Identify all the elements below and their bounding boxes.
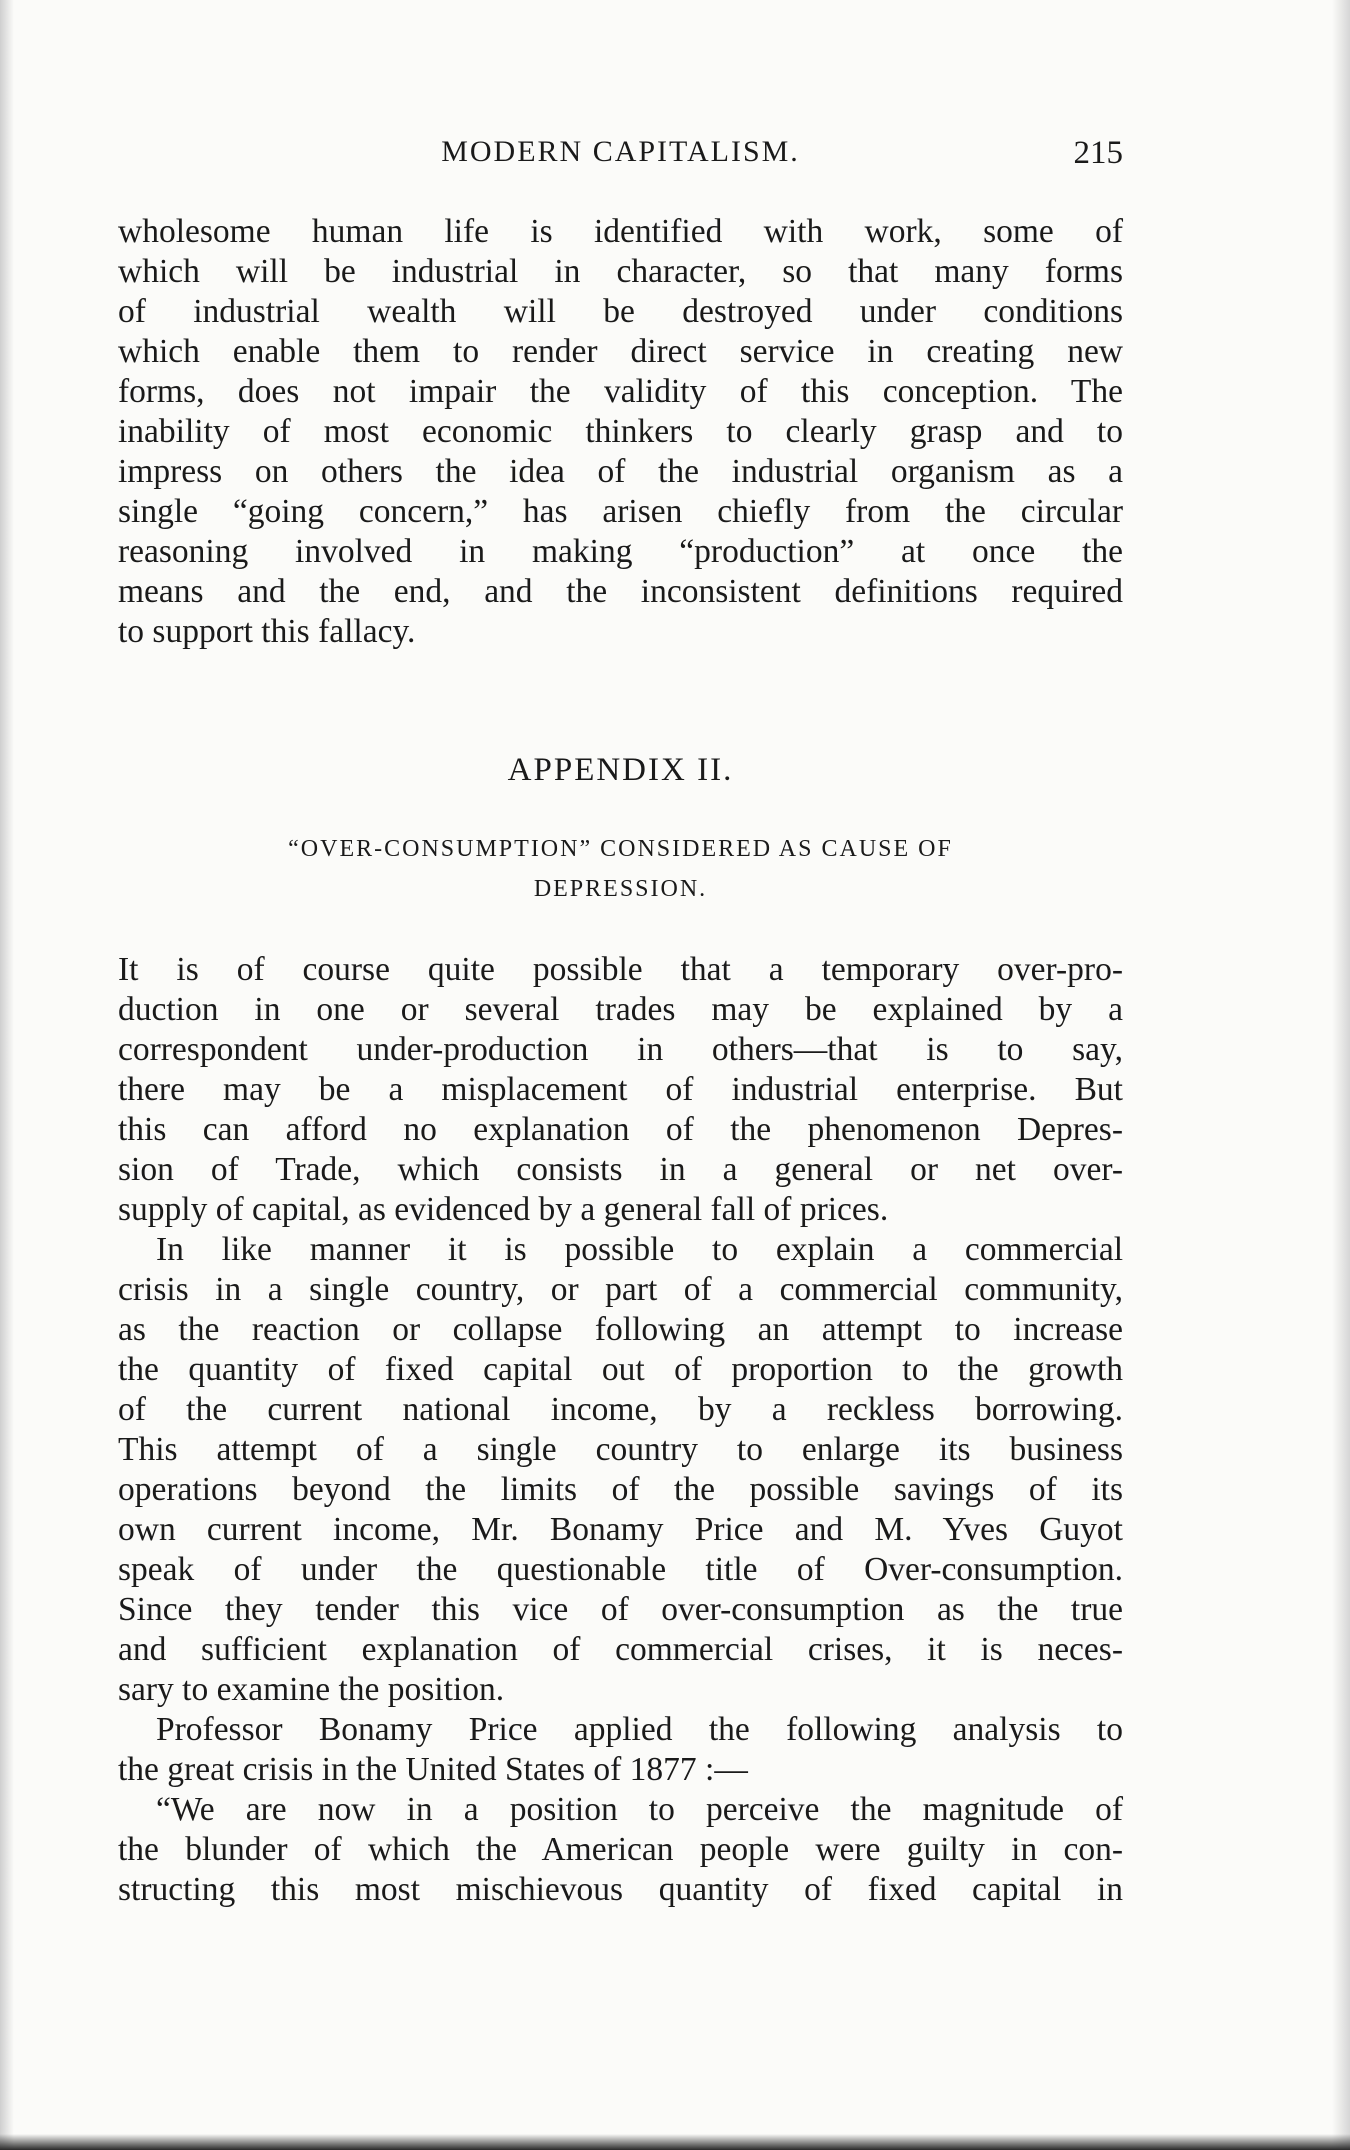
paragraph-2 [118, 1230, 1123, 1710]
text-line: wholesome human life is identified with work, some of [118, 213, 1123, 250]
text-line: Since they tender this vice of over-consumption as the true [118, 1591, 1123, 1628]
paragraph-4 [118, 1790, 1123, 1910]
text-line: means and the end, and the inconsistent definitions required [118, 573, 1123, 610]
text-line: speak of under the questionable title of Over-consumption. [118, 1551, 1123, 1588]
text-line: forms, does not impair the validity of this conception. The [118, 373, 1123, 410]
text-line: the blunder of which the American people were guilty in con- [118, 1831, 1123, 1868]
text-line: of the current national income, by a reckless borrowing. [118, 1391, 1123, 1428]
text-line: structing this most mischievous quantity of fixed capital in [118, 1871, 1123, 1908]
text-line: the great crisis in the United States of 1877 :— [118, 1751, 748, 1788]
appendix-title: APPENDIX II. [507, 752, 734, 788]
text-line: correspondent under-production in others—that is to say, [118, 1031, 1123, 1068]
text-line: reasoning involved in making “production” at once the [118, 533, 1123, 570]
appendix-subtitle-line-2: DEPRESSION. [533, 876, 708, 902]
paragraph-3 [118, 1710, 1123, 1790]
appendix-subtitle-line-1: “OVER-CONSUMPTION” CONSIDERED AS CAUSE OF [288, 836, 953, 862]
text-line: This attempt of a single country to enlarge its business [118, 1431, 1123, 1468]
text-line: “We are now in a position to perceive the magnitude of [156, 1791, 1123, 1828]
text-line: own current income, Mr. Bonamy Price and M. Yves Guyot [118, 1511, 1123, 1548]
text-line: single “going concern,” has arisen chiefly from the circular [118, 493, 1123, 530]
text-line: which will be industrial in character, so that many forms [118, 253, 1123, 290]
running-title: MODERN CAPITALISM. [441, 135, 800, 168]
page-header [118, 135, 1123, 183]
text-line: supply of capital, as evidenced by a general fall of prices. [118, 1191, 889, 1228]
page-number: 215 [1073, 135, 1123, 171]
text-line: there may be a misplacement of industrial enterprise. But [118, 1071, 1123, 1108]
text-line: It is of course quite possible that a temporary over-pro- [118, 951, 1123, 988]
paragraph-1 [118, 950, 1123, 1230]
text-line: operations beyond the limits of the possible savings of its [118, 1471, 1123, 1508]
text-line: In like manner it is possible to explain a commercial [156, 1231, 1123, 1268]
page-edge-bottom [0, 2134, 1350, 2150]
text-line: sion of Trade, which consists in a general or net over- [118, 1151, 1123, 1188]
text-line: impress on others the idea of the industrial organism as a [118, 453, 1123, 490]
text-line: to support this fallacy. [118, 613, 416, 650]
text-line: this can afford no explanation of the phenomenon Depres- [118, 1111, 1123, 1148]
text-line: the quantity of fixed capital out of proportion to the growth [118, 1351, 1123, 1388]
text-line: and sufficient explanation of commercial crises, it is neces- [118, 1631, 1123, 1668]
text-line: Professor Bonamy Price applied the following analysis to [156, 1711, 1123, 1748]
text-line: duction in one or several trades may be explained by a [118, 991, 1123, 1028]
text-line: of industrial wealth will be destroyed under conditions [118, 293, 1123, 330]
page-edge-right [1332, 0, 1350, 2150]
text-line: as the reaction or collapse following an attempt to increase [118, 1311, 1123, 1348]
text-line: sary to examine the position. [118, 1671, 505, 1708]
text-line: crisis in a single country, or part of a commercial community, [118, 1271, 1123, 1308]
page-edge-left [0, 0, 14, 2150]
text-line: inability of most economic thinkers to clearly grasp and to [118, 413, 1123, 450]
text-line: which enable them to render direct service in creating new [118, 333, 1123, 370]
continued-paragraph [118, 212, 1123, 652]
